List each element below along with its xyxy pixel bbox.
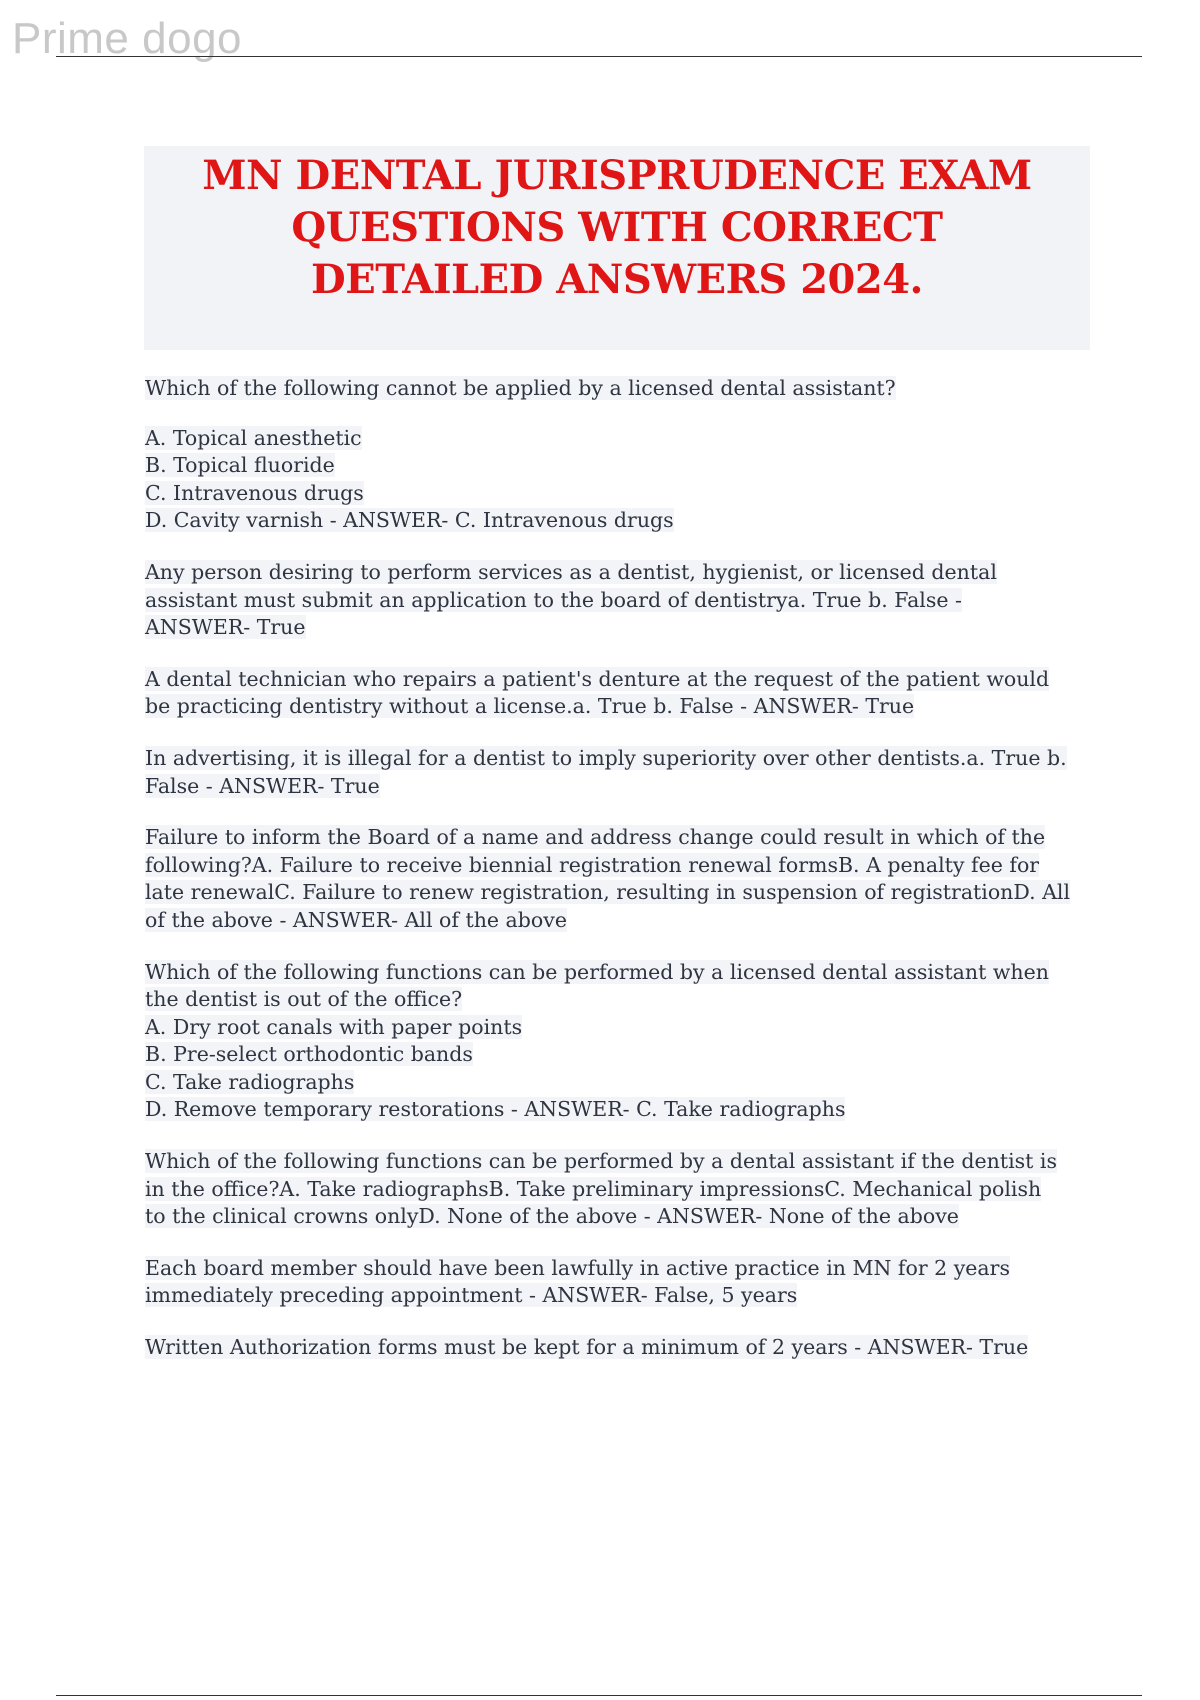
qa-line: C. Intravenous drugs [145, 480, 364, 505]
qa-line: assistant must submit an application to the board of dentistrya. True b. False - [145, 587, 962, 612]
qa-line: Any person desiring to perform services as a dentist, hygienist, or licensed dental [145, 559, 997, 584]
qa-line: Written Authorization forms must be kept for a minimum of 2 years - ANSWER- True [145, 1335, 1029, 1360]
qa-block [145, 666, 1090, 721]
qa-line: Which of the following cannot be applied by a licensed dental assistant? [145, 376, 896, 400]
qa-block [145, 959, 1090, 1125]
qa-block [145, 559, 1090, 642]
qa-line: be practicing dentistry without a license.a. True b. False - ANSWER- True [145, 694, 915, 719]
qa-line: C. Take radiographs [145, 1069, 355, 1094]
qa-line: D. Cavity varnish - ANSWER- C. Intravenous drugs [145, 508, 674, 533]
qa-block [145, 745, 1090, 800]
title-line: QUESTIONS WITH CORRECT [291, 204, 943, 251]
qa-line: of the above - ANSWER- All of the above [145, 907, 567, 932]
title-banner [144, 146, 1090, 350]
qa-line: B. Pre-select orthodontic bands [145, 1042, 473, 1067]
qa-line: ANSWER- True [145, 615, 306, 640]
qa-line: B. Topical fluoride [145, 453, 335, 478]
qa-line: Failure to inform the Board of a name and address change could result in which of the [145, 825, 1046, 850]
qa-block [145, 1255, 1090, 1310]
qa-block [145, 1334, 1090, 1362]
title-line: DETAILED ANSWERS 2024. [311, 256, 923, 303]
footer-rule [56, 1695, 1142, 1696]
qa-line: Which of the following functions can be performed by a dental assistant if the dentist is [145, 1149, 1057, 1174]
qa-line: immediately preceding appointment - ANSWER- False, 5 years [145, 1283, 798, 1308]
qa-line: A dental technician who repairs a patient's denture at the request of the patient would [145, 666, 1050, 691]
qa-block [145, 824, 1090, 934]
qa-line: A. Topical anesthetic [145, 425, 362, 450]
qa-line: following?A. Failure to receive biennial registration renewal formsB. A penalty fee for [145, 852, 1040, 877]
title-line: MN DENTAL JURISPRUDENCE EXAM [202, 152, 1032, 199]
header-rule [56, 56, 1142, 57]
qa-block [145, 1148, 1090, 1231]
qa-block [145, 425, 1090, 535]
qa-line: D. Remove temporary restorations - ANSWER- C. Take radiographs [145, 1097, 846, 1122]
qa-line: late renewalC. Failure to renew registration, resulting in suspension of registrationD. All [145, 880, 1071, 905]
watermark: Prime dogo [12, 14, 243, 63]
qa-line: in the office?A. Take radiographsB. Take preliminary impressionsC. Mechanical polish [145, 1176, 1042, 1201]
qa-line: to the clinical crowns onlyD. None of the above - ANSWER- None of the above [145, 1204, 959, 1229]
qa-line: the dentist is out of the office? [145, 987, 463, 1012]
qa-block [145, 375, 1090, 403]
qa-list [145, 375, 1090, 1386]
qa-line: Each board member should have been lawfully in active practice in MN for 2 years [145, 1255, 1010, 1280]
page-title [144, 146, 1090, 306]
qa-line: Which of the following functions can be performed by a licensed dental assistant when [145, 959, 1049, 984]
qa-line: False - ANSWER- True [145, 773, 380, 798]
qa-line: A. Dry root canals with paper points [145, 1014, 523, 1039]
qa-line: In advertising, it is illegal for a dentist to imply superiority over other dentists.a. True b. [145, 745, 1067, 770]
